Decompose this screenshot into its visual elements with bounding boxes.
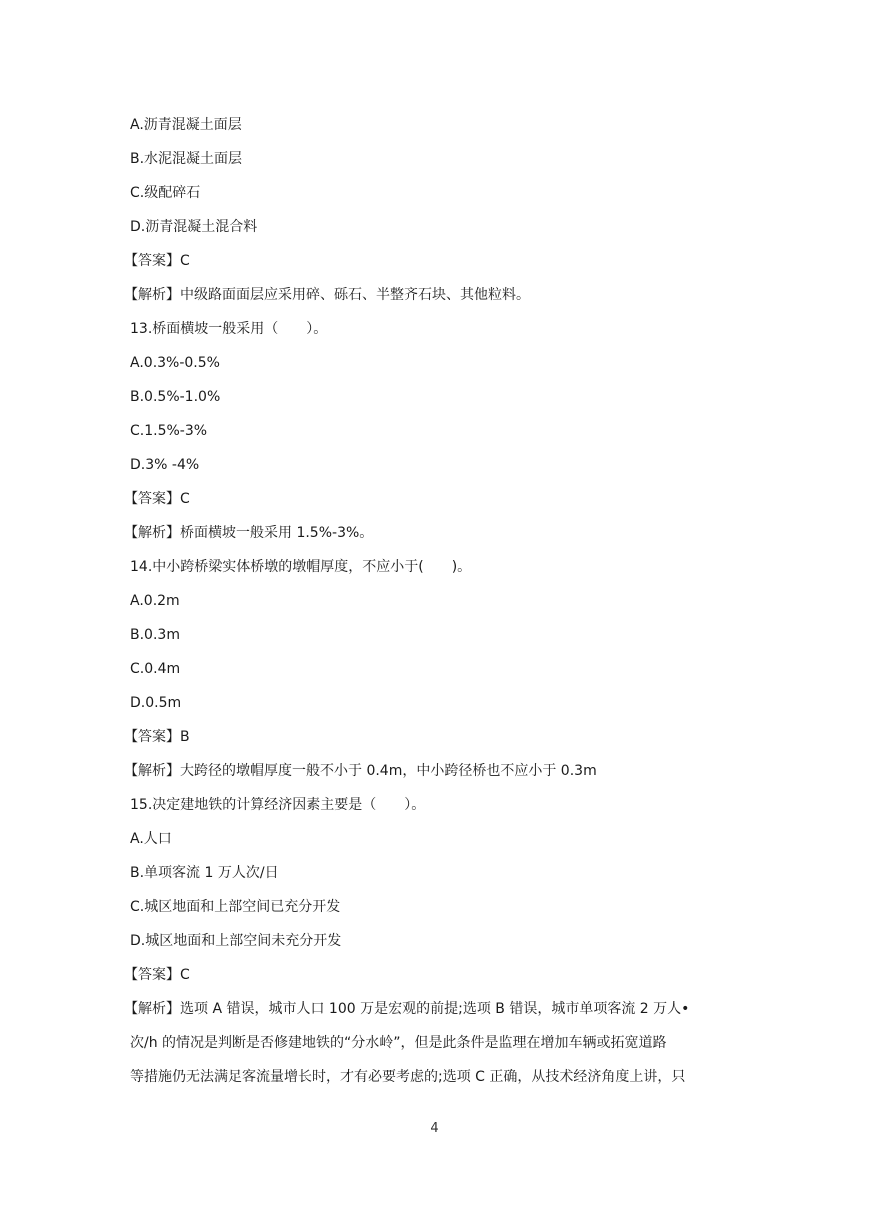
q13-option-a: A.0.3%-0.5% <box>130 355 220 371</box>
q14-option-c: C.0.4m <box>130 661 181 677</box>
q12-option-d: D.沥青混凝土混合料 <box>130 219 258 235</box>
q14-option-a: A.0.2m <box>130 593 180 609</box>
q15-explanation-line-3: 等措施仍无法满足客流量增长时，才有必要考虑的;选项 C 正确，从技术经济角度上讲，只 <box>130 1069 686 1085</box>
q13-question: 13.桥面横坡一般采用（ ）。 <box>130 321 328 337</box>
q12-explanation: 【解析】中级路面面层应采用碎、砾石、半整齐石块、其他粒料。 <box>124 287 530 303</box>
q15-option-d: D.城区地面和上部空间未充分开发 <box>130 933 342 949</box>
q15-option-b: B.单项客流 1 万人次/日 <box>130 865 279 881</box>
q13-explanation: 【解析】桥面横坡一般采用 1.5%-3%。 <box>124 525 374 541</box>
q14-option-b: B.0.3m <box>130 627 180 643</box>
q15-option-c: C.城区地面和上部空间已充分开发 <box>130 899 341 915</box>
q13-option-c: C.1.5%-3% <box>130 423 208 439</box>
q14-option-d: D.0.5m <box>130 695 182 711</box>
q14-explanation: 【解析】大跨径的墩帽厚度一般不小于 0.4m，中小跨径桥也不应小于 0.3m <box>124 763 597 779</box>
q13-answer: 【答案】C <box>124 491 190 507</box>
q15-explanation-line-1: 【解析】选项 A 错误，城市人口 100 万是宏观的前提;选项 B 错误，城市单项客流 2 万人• <box>124 1001 690 1017</box>
page-content <box>124 108 750 1094</box>
q15-question: 15.决定建地铁的计算经济因素主要是（ ）。 <box>130 797 426 813</box>
q12-option-c: C.级配碎石 <box>130 185 201 201</box>
q14-answer: 【答案】B <box>124 729 190 745</box>
q12-answer: 【答案】C <box>124 253 190 269</box>
q13-option-b: B.0.5%-1.0% <box>130 389 221 405</box>
q12-option-b: B.水泥混凝土面层 <box>130 151 243 167</box>
page-number: 4 <box>430 1121 439 1136</box>
q14-question: 14.中小跨桥梁实体桥墩的墩帽厚度，不应小于( )。 <box>130 559 472 575</box>
q15-answer: 【答案】C <box>124 967 190 983</box>
q12-option-a: A.沥青混凝土面层 <box>130 117 242 133</box>
q15-option-a: A.人口 <box>130 831 172 847</box>
q15-explanation-line-2: 次/h 的情况是判断是否修建地铁的“分水岭”，但是此条件是监理在增加车辆或拓宽道路 <box>130 1035 667 1051</box>
q13-option-d: D.3% -4% <box>130 457 200 473</box>
